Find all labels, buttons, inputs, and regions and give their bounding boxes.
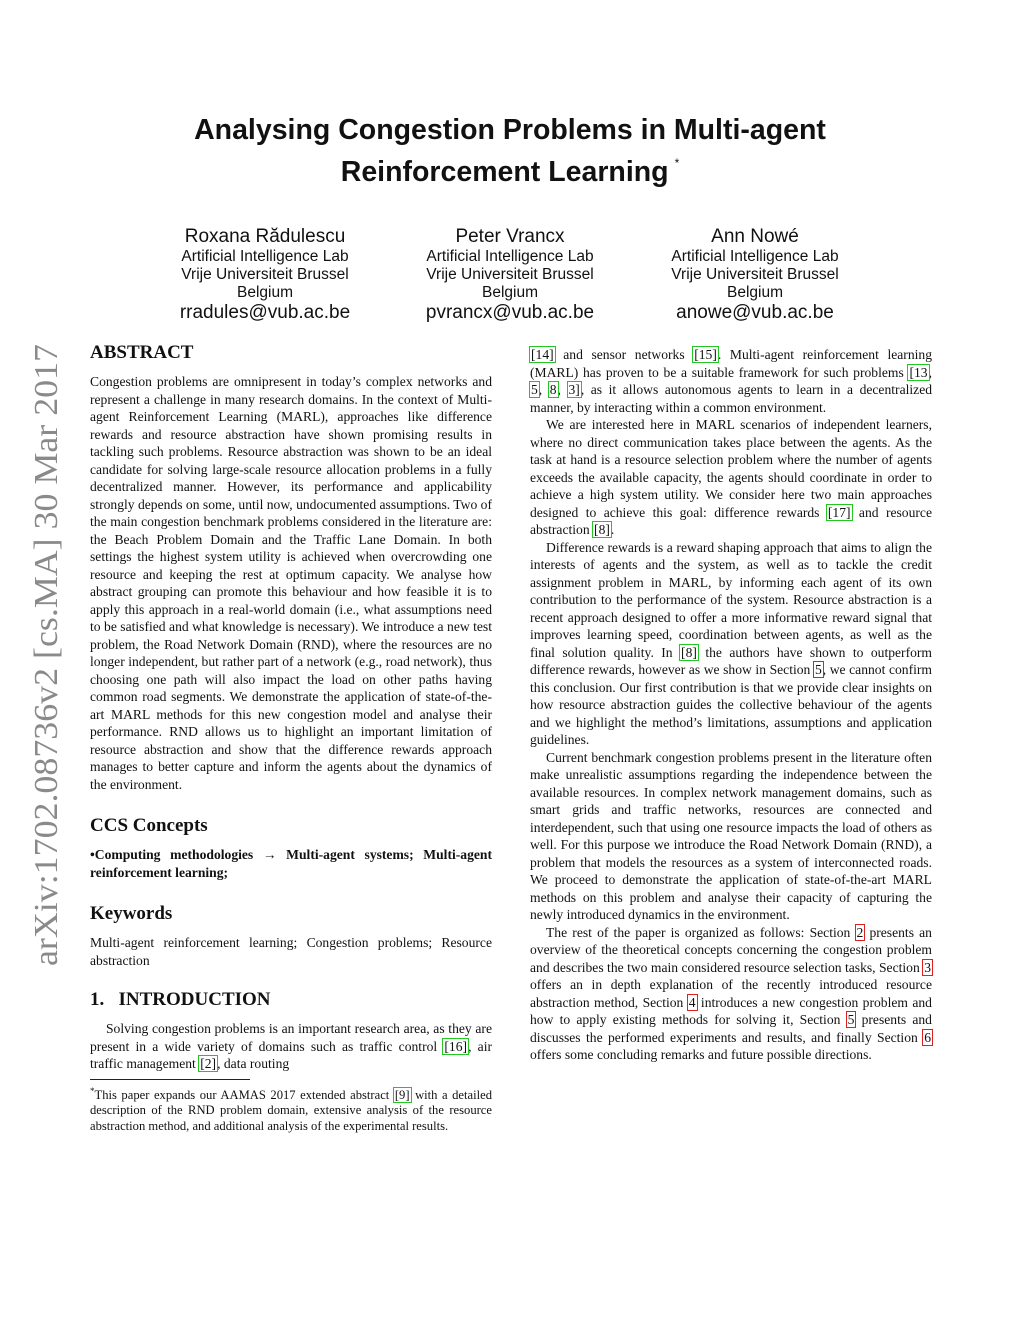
author-lab: Artificial Intelligence Lab (671, 248, 839, 265)
section-link[interactable]: 5 (847, 1012, 855, 1027)
introduction-heading: 1. INTRODUCTION (90, 989, 271, 1010)
arxiv-stamp (12, 340, 72, 970)
author-country: Belgium (482, 284, 538, 301)
introduction-paragraph: Solving congestion problems is an important research area, as they are present in a wide variety of domains such as traffic control [16], air traffic management [2], data routing (90, 1021, 493, 1071)
intro-paragraph-4: Current benchmark congestion problems present in the literature often make unrealistic assumptions regarding the independence between the available resources. In complex network management domains, such as smart grids and traffic networks, resources are connected and interdependent, such that using one resource impacts the load of others as well. For this purpose we introduce the Road Network Domain (RND), a problem that models the resources as a system of interconnected roads. We proceed to demonstrate the application of state-of-the-art MARL methods on this problem and analyse their capacity of capturing the newly introduced dynamics in the environment. (530, 749, 932, 922)
author-email: anowe@vub.ac.be (676, 302, 834, 323)
ccs-concepts: •Computing methodologies → Multi-agent systems; Multi-agent reinforcement learning; (90, 847, 492, 880)
citation-link[interactable]: [9] (394, 1087, 410, 1102)
paper-title (150, 114, 870, 189)
section-link[interactable]: 3 (924, 959, 931, 975)
citation-link[interactable]: [16] (444, 1038, 468, 1054)
citation-link[interactable]: [2] (200, 1056, 217, 1071)
author-lab: Artificial Intelligence Lab (426, 248, 594, 265)
title-line-1: Analysing Congestion Problems in Multi-agent (194, 114, 826, 146)
title-footnote-mark[interactable]: * (674, 156, 680, 170)
author-university: Vrije Universiteit Brussel (671, 266, 839, 283)
footnote: *This paper expands our AAMAS 2017 extended abstract [9] with a detailed description of the RND problem domain, extensive analysis of the resource abstraction method, and additional analysis of the experimental results. (90, 1085, 492, 1133)
abstract-heading: ABSTRACT (90, 342, 194, 363)
author-lab: Artificial Intelligence Lab (181, 248, 349, 265)
intro-paragraph-3: Difference rewards is a reward shaping approach that aims to align the interests of agents and the system, as well as to tackle the credit assignment problem in MARL, by informing each agent of its own contribution to the performance of the system. Resource abstraction is a recent approach designed to offer a more informative reward signal that improves learning speed, coordination between agents, as well as the final solution quality. In [8] the authors have shown to outperform difference rewards, however as we show in Section 5, we cannot confirm this conclusion. Our first contribution is that we provide clear insights on how resource abstraction guides the collective behaviour of the agents and we highlight the method’s limitations, assumptions and application guidelines. (530, 539, 933, 747)
footnote-divider (90, 1079, 250, 1080)
author-university: Vrije Universiteit Brussel (181, 266, 349, 283)
author-block-2 (400, 226, 620, 324)
intro-paragraph-1: [14] and sensor networks [15]. Multi-agent reinforcement learning (MARL) has proven to be a suitable framework for such problems [13, 5, 8, 3], as it allows autonomous agents to learn in a decentralized manner, by interacting within a common environment. (530, 347, 933, 415)
citation-link[interactable]: [14] (531, 347, 554, 362)
section-link[interactable]: 6 (924, 1029, 931, 1045)
author-country: Belgium (237, 284, 293, 301)
author-university: Vrije Universiteit Brussel (426, 266, 594, 283)
author-name: Peter Vrancx (455, 226, 565, 247)
citation-link[interactable]: [15] (694, 347, 717, 362)
intro-paragraph-2: We are interested here in MARL scenarios of independent learners, where no direct communication takes place between the agents. As the task at hand is a resource selection problem where the number of agents exceeds the available capacity, the agents should coordinate in order to achieve a high system utility. We consider here two main approaches designed to achieve this goal: difference rewards [17] and resource abstraction [8]. (530, 417, 932, 537)
citation-link[interactable]: 8 (549, 382, 557, 397)
citation-link[interactable]: 5 (531, 382, 538, 397)
keywords-text: Multi-agent reinforcement learning; Congestion problems; Resource abstraction (90, 935, 492, 968)
citation-link[interactable]: [8] (594, 522, 610, 537)
author-country: Belgium (727, 284, 783, 301)
section-link[interactable]: 2 (856, 924, 864, 940)
author-name: Ann Nowé (711, 226, 799, 247)
section-link[interactable]: 5 (814, 662, 822, 677)
intro-paragraph-5: The rest of the paper is organized as follows: Section 2 presents an overview of the theoretical concepts concerning the congestion problem and describes the two main considered resource selection tasks, Section 3 offers an in depth explanation of the recently introduced resource abstraction method, Section 4 introduces a new congestion problem and how to apply existing methods for solving it, Section 5 presents and discusses the performed experiments and results, and finally Section 6 offers some concluding remarks and future possible directions. (530, 924, 932, 1062)
citation-link[interactable]: [8] (681, 644, 697, 660)
author-email: pvrancx@vub.ac.be (425, 302, 595, 323)
citation-link[interactable]: [17] (827, 504, 851, 520)
right-column (530, 346, 932, 1064)
author-block-3 (645, 226, 865, 324)
title-line-2: Reinforcement Learning * (340, 156, 680, 188)
citation-link[interactable]: [13 (909, 364, 928, 380)
abstract-text: Congestion problems are omnipresent in today’s complex networks and represent a challenge in many research domains. In the context of Multi-agent Reinforcement Learning (MARL), approaches like difference rewards and resource abstraction have shown promising results in tackling such problems. Resource abstraction was shown to be an ideal candidate for solving large-scale resource allocation problems in a fully decentralized manner. However, its performance and applicability strongly depends on some, until now, undocumented assumptions. Two of the main congestion benchmark problems considered in the literature are: the Beach Problem Domain and the Traffic Lane Domain. In both settings the highest system utility is achieved when overcrowding one resource and keeping the rest at optimum capacity. We analyse how abstract grouping can promote this behaviour and how feasible it is to apply this approach in a real-world domain (i.e., what assumptions need to be satisfied and what knowledge is necessary). We introduce a new test problem, the Road Network Domain (RND), where the resources are no longer independent, but rather part of a network (e.g., road network), thus choosing one path will also impact the load on other paths having common road segments. We demonstrate the application of state-of-the-art MARL methods for this new congestion model and analyse their performance. RND allows us to highlight an important limitation of resource abstraction and show that the difference rewards approach manages to better capture and inform the agents about the dynamics of the environment. (90, 374, 492, 792)
author-name: Roxana Rădulescu (184, 226, 346, 247)
keywords-heading: Keywords (90, 903, 173, 924)
arrow-icon: → (262, 847, 277, 862)
author-block-1 (155, 226, 375, 324)
ccs-heading: CCS Concepts (90, 815, 208, 836)
left-column (90, 342, 492, 1134)
citation-link[interactable]: 3] (568, 382, 580, 397)
section-link[interactable]: 4 (688, 994, 696, 1010)
arxiv-identifier: arXiv:1702.08736v2 [cs.MA] 30 Mar 2017 (28, 376, 65, 966)
author-email: rradules@vub.ac.be (179, 302, 351, 323)
